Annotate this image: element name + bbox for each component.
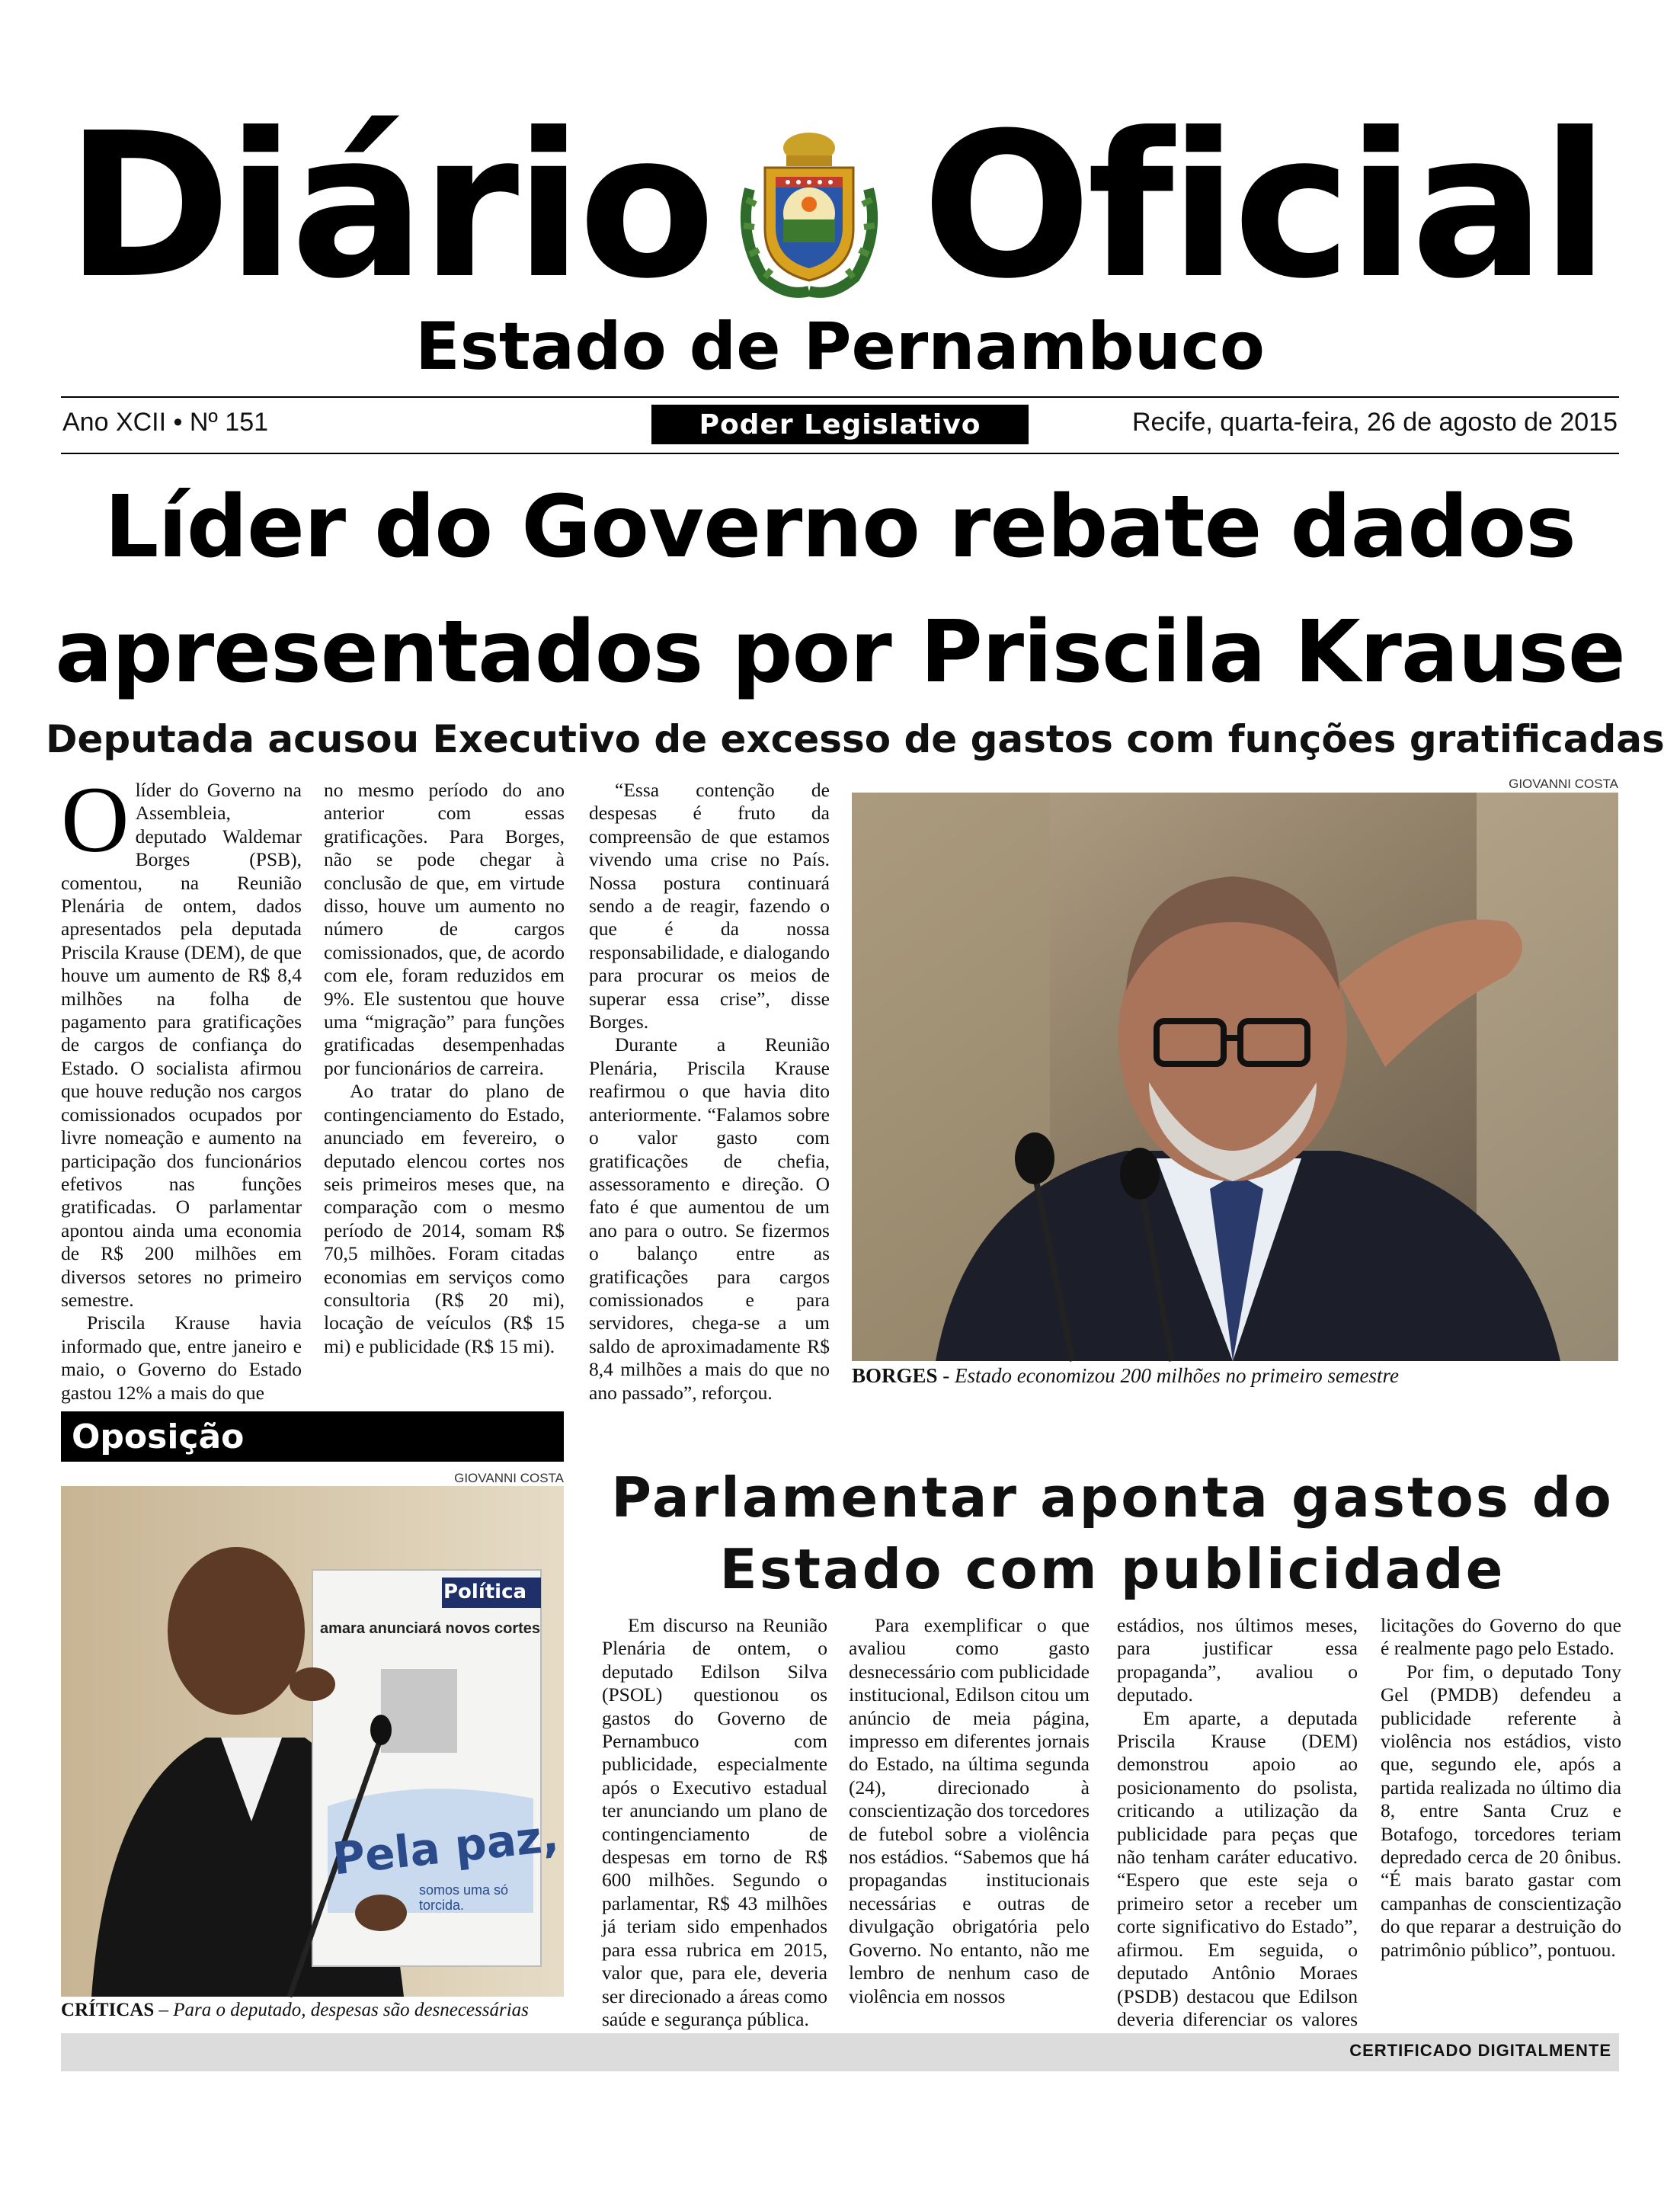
lead-col2-p1: no mesmo período do ano anterior com essas gratificações. Para Borges, não se pode chegar à conclusão de que, em virtude disso, houve um aumento no número de cargos comissionados, que, de acordo com ele, foram reduzidos em 9%. Ele sustentou que houve uma “migração” para funções gratificadas desempenhadas por funcionários de carreira.: [324, 779, 565, 1079]
lead-col3-p1: “Essa contenção de despesas é fruto da compreensão de que estamos vivendo uma crise no País. Nossa postura continuará sendo a de reagir, fazendo o que é da nossa responsabilidade, e dialogando para procurar os meios de superar essa crise”, disse Borges.: [589, 779, 830, 1033]
lead-col1-p2: Priscila Krause havia informado que, entre janeiro e maio, o Governo do Estado gastou 12% a mais do que: [61, 1312, 302, 1404]
prop-newspaper-headline: amara anunciará novos cortes: [320, 1620, 541, 1637]
caption-side-sep: –: [154, 2000, 174, 2020]
second-col4-p2: Por fim, o deputado Tony Gel (PMDB) defendeu a publicidade referente à violência nos estádios, visto que, segundo ele, após a partida realizada no último dia 8, entre Santa Cruz e Botafogo, torcedores teriam depredado cerca de 20 ônibus. “É mais barato gastar com campanhas de conscientização do que reparar a destruição do patrimônio público”, pontuou.: [1381, 1660, 1621, 1961]
second-col3-p2: Em aparte, a deputada Priscila Krause (DEM) demonstrou apoio ao posicionamento do psolista, criticando a utilização da publicidade para peças que não tenham caráter educativo. “Espero que este seja o primeiro setor a receber um corte significativo do Estado”, afirmou. Em seguida, o deputado Antônio Moraes (PSDB) destacou que Edilson deveria diferenciar os valores: [1117, 1706, 1358, 2030]
lead-photo-caption: [852, 1364, 1399, 1388]
lead-photo: [852, 793, 1618, 1361]
second-column-1: [602, 1614, 827, 2030]
rule-top: [61, 396, 1619, 398]
lead-headline: Líder do Governo rebate dados apresentados por Priscila Krause: [55, 478, 1625, 702]
second-col3-p1: estádios, nos últimos meses, para justificar essa propaganda”, avaliou o deputado.: [1117, 1614, 1358, 1706]
prop-newspaper-slogan: Pela paz,: [330, 1809, 562, 1885]
lead-col1-p1: líder do Governo na Assembleia, deputado Waldemar Borges (PSB), comentou, na Reunião Plenária de ontem, dados apresentados pela deputada Priscila Krause (DEM), de que houve um aumento de R$ 8,4 milhões na folha de pagamento para gratificações de cargos de confiança do Estado. O socialista afirmou que houve redução nos cargos comissionados ocupados por livre nomeação e aumento na participação dos funcionários efetivos nas funções gratificadas. O parlamentar apontou ainda uma economia de R$ 200 milhões em diversos setores no primeiro semestre.: [61, 779, 302, 1311]
section-badge: Poder Legislativo: [651, 405, 1029, 444]
prop-newspaper-slogan-small: somos uma só torcida.: [419, 1882, 509, 1913]
sidebar-photo: [61, 1486, 564, 1997]
lead-col3-p2: Durante a Reunião Plenária, Priscila Krause reafirmou o que havia dito anteriormente. “Falamos sobre o valor gasto com gratificações de chefia, assessoramento e direção. O fato é que aumentou de um ano para o outro. Se fizermos o balanço entre as gratificações para cargos comissionados e para servidores, chega-se a um saldo de aproximadamente R$ 8,4 milhões a mais do que no ano passado”, reforçou.: [589, 1033, 830, 1404]
caption-lead-text: Estado economizou 200 milhões no primeiro semestre: [955, 1364, 1399, 1387]
masthead-title-left: Diário: [66, 90, 712, 322]
caption-side-bold: CRÍTICAS: [61, 2000, 155, 2020]
second-col2-p1: Para exemplificar o que avaliou como gasto desnecessário com publicidade institucional, Edilson citou um anúncio de meia página, impresso em diferentes jornais do Estado, na última segunda (24), direcionado à conscientização dos torcedores de futebol sobre a violência nos estádios. “Sabemos que há propagandas institucionais necessárias e outras de divulgação obrigatória pelo Governo. No entanto, não me lembro de nenhum caso de violência em nossos: [849, 1614, 1090, 2007]
second-column-2: [849, 1614, 1090, 2018]
dropcap: O: [61, 767, 130, 872]
second-headline: Parlamentar aponta gastos do Estado com publicidade: [611, 1465, 1614, 1601]
rule-bottom: [61, 453, 1619, 454]
sidebar-photo-credit: GIOVANNI COSTA: [454, 1471, 564, 1485]
caption-lead-sep: -: [937, 1364, 955, 1387]
lead-photo-credit: GIOVANNI COSTA: [1509, 777, 1618, 791]
sidebar-photo-caption: [61, 2000, 529, 2021]
prop-newspaper-header: Política: [443, 1581, 527, 1603]
section-title-oposicao: Oposição: [61, 1411, 564, 1462]
lead-column-1: [61, 767, 302, 1404]
masthead-subtitle: Estado de Pernambuco: [415, 309, 1265, 385]
lead-col2-p2: Ao tratar do plano de contingenciamento do Estado, anunciado em fevereiro, o deputado elencou cortes nos seis primeiros meses que, na comparação com o mesmo período de 2014, somam R$ 70,5 milhões. Foram citadas economias em serviços como consultoria (R$ 20 mi), locação de veículos (R$ 15 mi) e publicidade (R$ 15 mi).: [324, 1080, 565, 1357]
masthead-title-right: Oficial: [922, 90, 1605, 322]
lead-subheadline: Deputada acusou Executivo de excesso de gastos com funções gratificadas: [46, 717, 1665, 761]
edition-number: Ano XCII • Nº 151: [62, 408, 269, 437]
second-col4-p1: licitações do Governo do que é realmente pago pelo Estado.: [1381, 1614, 1621, 1660]
second-col1-p1: Em discurso na Reunião Plenária de ontem, o deputado Edilson Silva (PSOL) questionou os gastos do Governo de Pernambuco com publicidade, especialmente após o Executivo estadual ter anunciando um plano de contingenciamento de despesas em torno de R$ 600 milhões. Segundo o parlamentar, R$ 43 milhões já teriam sido empenhados para essa rubrica em 2015, valor que, para ele, deveria ser direcionado a áreas como saúde e segurança pública.: [602, 1614, 827, 2030]
second-column-4: [1381, 1614, 1621, 2018]
lead-column-3: [589, 779, 830, 1404]
second-column-3: [1117, 1614, 1358, 2030]
lead-column-2: [324, 779, 565, 1389]
caption-lead-bold: BORGES: [852, 1364, 938, 1387]
issue-date: Recife, quarta-feira, 26 de agosto de 2015: [1132, 408, 1618, 437]
coat-of-arms-icon: [733, 128, 885, 299]
digital-certificate-label: CERTIFICADO DIGITALMENTE: [1349, 2041, 1611, 2060]
caption-side-text: Para o deputado, despesas são desnecessárias: [173, 2000, 529, 2020]
